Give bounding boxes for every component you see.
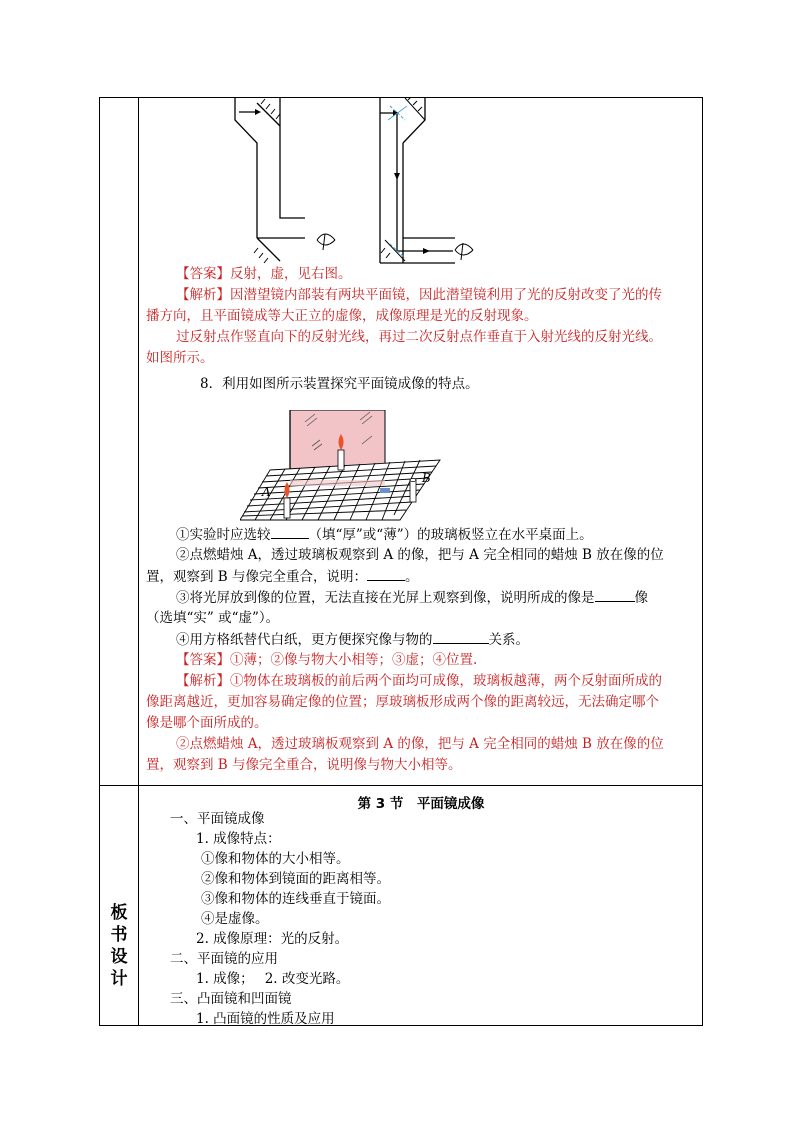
analysis-line: 像距离越近，更加容易确定像的位置；厚玻璃板形成两个像的距离较远，无法确定哪个 (146, 694, 659, 710)
periscope-figure (225, 98, 485, 268)
label-b: B (422, 471, 431, 485)
question-8-item-2: ②点燃蜡烛 A，透过玻璃板观察到 A 的像，把与 A 完全相同的蜡烛 B 放在像的位 (176, 547, 664, 563)
row-divider (99, 785, 703, 786)
outline-heading: 二、平面镜的应用 (170, 951, 278, 967)
question-8-item-3: ③将光屏放到像的位置，无法直接在光屏上观察到像，说明所成的像是 像 (176, 587, 648, 609)
question-8-item-2-cont: 置，观察到 B 与像完全重合，说明： 。 (146, 566, 419, 588)
outline-heading: 三、凸面镜和凹面镜 (170, 991, 292, 1007)
analysis-line: 如图所示。 (146, 350, 214, 366)
analysis-line: 【解析】①物体在玻璃板的前后两个面均可成像，玻璃板越薄，两个反射面所成的 (176, 673, 662, 689)
periscope-right (380, 98, 455, 263)
eye-icon (455, 243, 473, 260)
candle-a (284, 498, 290, 518)
answer-line: 【答案】①薄；②像与物大小相等；③虚；④位置. (176, 652, 478, 668)
board-title: 第 3 节 平面镜成像 (357, 796, 485, 812)
mirror-experiment-figure (240, 410, 480, 525)
outline-item: ③像和物体的连线垂直于镜面。 (201, 891, 390, 907)
outline-item: ④是虚像。 (201, 911, 269, 927)
question-8-stem: 8．利用如图所示装置探究平面镜成像的特点。 (200, 376, 479, 392)
question-8-item-1: ①实验时应选较 （填“厚”或“薄”）的玻璃板竖立在水平桌面上。 (176, 524, 593, 546)
label-a: A (262, 485, 271, 499)
analysis-line: 像是哪个面所成的。 (146, 715, 268, 731)
answer-line: 【答案】反射，虚，见右图。 (176, 266, 352, 282)
eye-icon (317, 234, 335, 250)
question-8-item-3-cont: （选填“实” 或“虚”）。 (146, 610, 280, 626)
side-label: 板 书 设 计 (110, 903, 128, 989)
analysis-line: 【解析】因潜望镜内部装有两块平面镜，因此潜望镜利用了光的反射改变了光的传 (176, 287, 662, 303)
analysis-line: 播方向，且平面镜成等大正立的虚像，成像原理是光的反射现象。 (146, 308, 538, 324)
outline-heading: 一、平面镜成像 (170, 811, 265, 827)
outline-item: ①像和物体的大小相等。 (201, 851, 350, 867)
candle-b (410, 480, 416, 502)
analysis-line: 置，观察到 B 与像完全重合，说明像与物大小相等。 (146, 757, 462, 773)
analysis-line: ②点燃蜡烛 A，透过玻璃板观察到 A 的像，把与 A 完全相同的蜡烛 B 放在像的位 (176, 736, 664, 752)
outline-item: 2. 成像原理：光的反射。 (196, 931, 349, 947)
periscope-left (235, 98, 305, 261)
question-8-item-4: ④用方格纸替代白纸，更方便探究像与物的 关系。 (176, 629, 529, 651)
column-divider (138, 97, 139, 1026)
outline-item: 1. 凸面镜的性质及应用 (196, 1011, 335, 1027)
outline-item: 1. 成像特点： (196, 831, 281, 847)
analysis-line: 过反射点作竖直向下的反射光线，再过二次反射点作垂直于入射光线的反射光线。 (176, 329, 662, 345)
candle-image (338, 450, 344, 470)
outline-item: 1. 成像； 2. 改变光路。 (196, 971, 350, 987)
outline-item: ②像和物体到镜面的距离相等。 (201, 871, 390, 887)
